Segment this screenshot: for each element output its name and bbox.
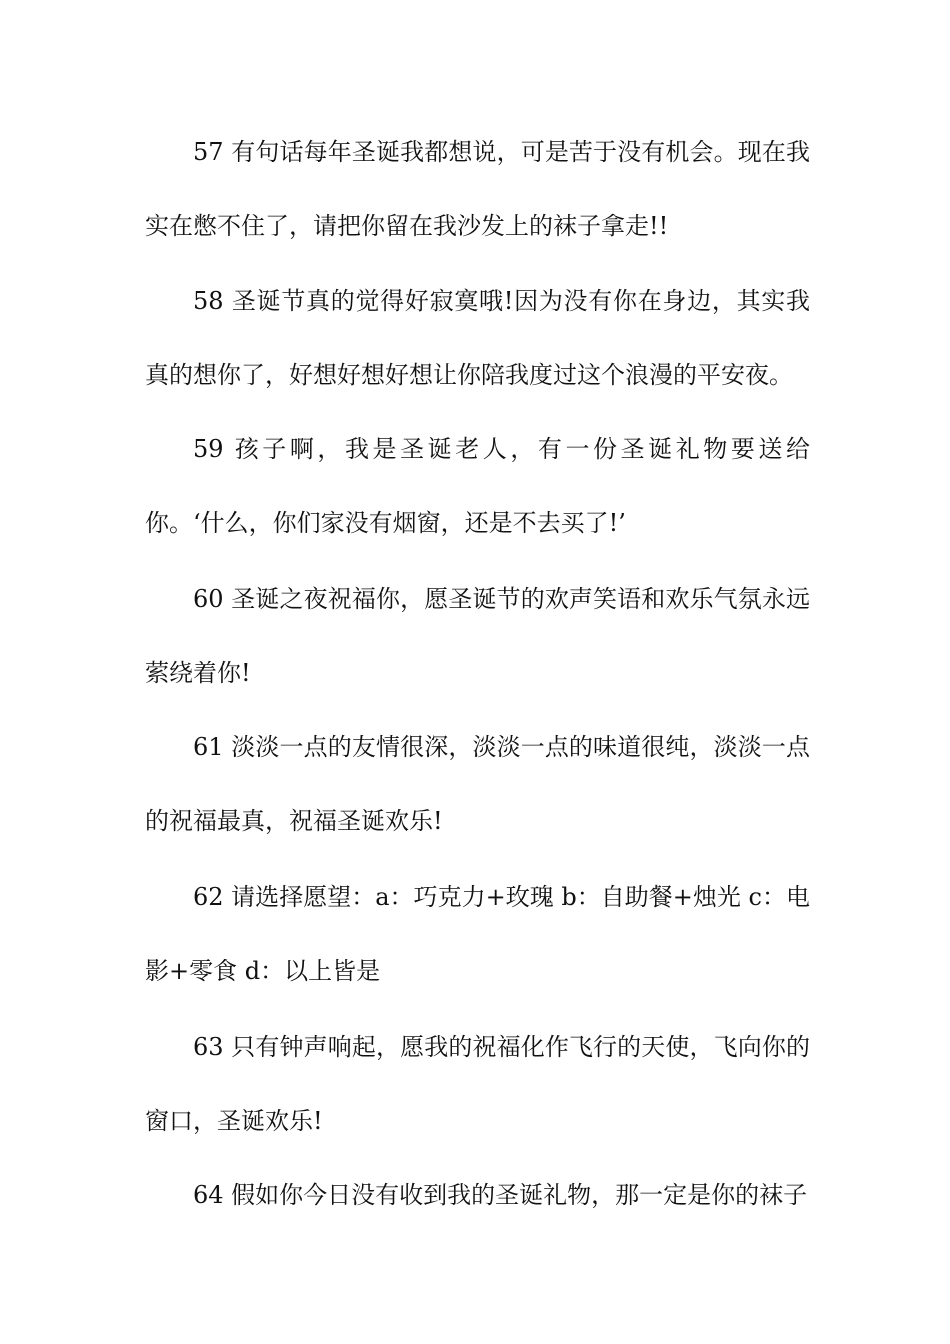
paragraph-62: 62 请选择愿望：a：巧克力+玫瑰 b：自助餐+烛光 c：电影+零食 d：以上皆是 xyxy=(145,883,810,985)
paragraph-61: 61 淡淡一点的友情很深，淡淡一点的味道很纯，淡淡一点的祝福最真，祝福圣诞欢乐! xyxy=(145,733,810,835)
paragraph-58: 58 圣诞节真的觉得好寂寞哦!因为没有你在身边，其实我真的想你了，好想好想好想让你陪我度过这个浪漫的平安夜。 xyxy=(145,287,810,389)
paragraph-57: 57 有句话每年圣诞我都想说，可是苦于没有机会。现在我实在憋不住了，请把你留在我沙发上的袜子拿走!! xyxy=(145,138,810,240)
paragraph-60: 60 圣诞之夜祝福你，愿圣诞节的欢声笑语和欢乐气氛永远萦绕着你! xyxy=(145,585,810,687)
paragraph-64: 64 假如你今日没有收到我的圣诞礼物，那一定是你的袜子 xyxy=(193,1181,808,1209)
paragraph-59: 59 孩子啊，我是圣诞老人，有一份圣诞礼物要送给你。‘什么，你们家没有烟窗，还是不去买了!’ xyxy=(145,435,810,537)
paragraph-63: 63 只有钟声响起，愿我的祝福化作飞行的天使，飞向你的窗口，圣诞欢乐! xyxy=(145,1033,810,1135)
